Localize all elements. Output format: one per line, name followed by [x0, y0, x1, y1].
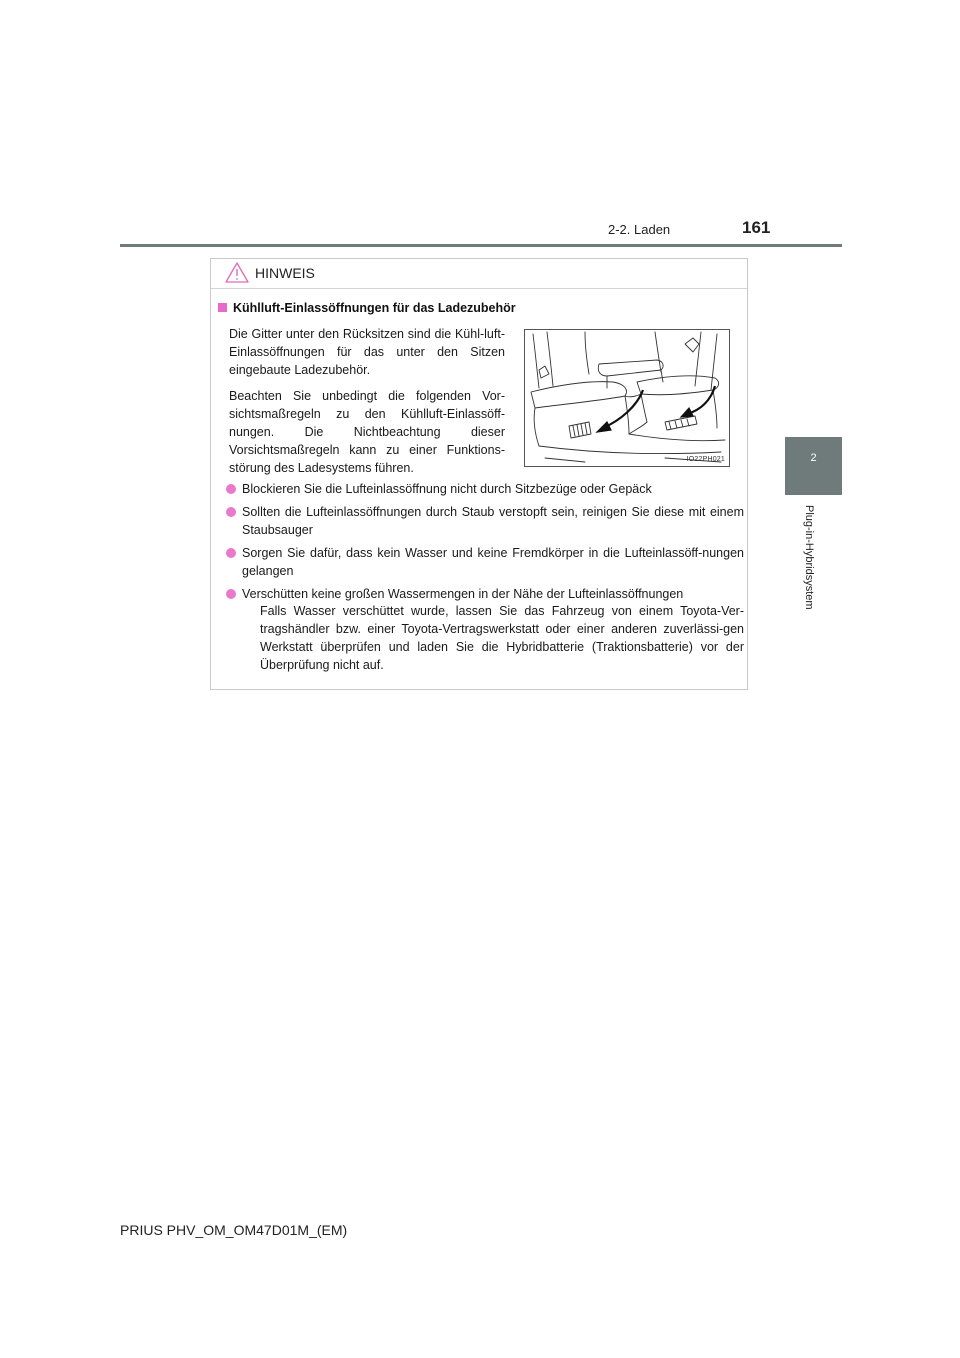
bullet-dot-icon — [226, 484, 236, 494]
list-item — [224, 503, 744, 539]
chapter-title: Plug-in-Hybridsystem — [803, 505, 815, 610]
list-item-text: Blockieren Sie die Lufteinlassöffnung nicht durch Sitzbezüge oder Gepäck — [242, 482, 652, 496]
chapter-number: 2 — [810, 452, 817, 464]
list-item — [224, 544, 744, 580]
list-item-text: Sorgen Sie dafür, dass kein Wasser und keine Fremdkörper in die Lufteinlassöff-nungen gelangen — [242, 546, 744, 578]
list-item-note: Falls Wasser verschüttet wurde, lassen Sie das Fahrzeug von einem Toyota-Ver-tragshändler bzw. einer Toyota-Vertragswerkstatt oder einer anderen zuverlässi-gen Werkstatt überprüfen und laden Sie die Hybridbatterie (Traktionsbatterie) vor der Überprüfung nicht auf. — [260, 604, 744, 672]
warning-triangle-icon — [225, 262, 249, 283]
section-title: 2-2. Laden — [608, 222, 671, 237]
figure-code: IO22PH021 — [686, 456, 725, 463]
page-number: 161 — [742, 218, 771, 237]
document-id: PRIUS PHV_OM_OM47D01M_(EM) — [120, 1222, 348, 1238]
bullet-dot-icon — [226, 548, 236, 558]
list-item-text: Verschütten keine großen Wassermengen in der Nähe der Lufteinlassöffnungen — [242, 587, 684, 601]
precaution-list — [224, 480, 744, 679]
intro-paragraph: Die Gitter unter den Rücksitzen sind die Kühl-luft-Einlassöffnungen für das unter den Sitzen eingebaute Ladezubehör. — [229, 327, 505, 377]
header-rule — [120, 244, 842, 247]
rear-seat-illustration — [524, 329, 730, 467]
section-heading — [218, 301, 516, 315]
notice-title: HINWEIS — [255, 265, 315, 281]
list-item — [224, 480, 744, 498]
section-heading-text: Kühlluft-Einlassöffnungen für das Ladezubehör — [233, 301, 516, 315]
notice-header — [211, 259, 747, 289]
list-item-text: Sollten die Lufteinlassöffnungen durch Staub verstopft sein, reinigen Sie diese mit einem Staubsauger — [242, 505, 744, 537]
rear-seat-drawing — [525, 330, 729, 466]
bullet-dot-icon — [226, 589, 236, 599]
square-bullet-icon — [218, 303, 227, 312]
bullet-dot-icon — [226, 507, 236, 517]
chapter-tab — [785, 437, 842, 495]
list-item — [224, 585, 744, 674]
intro-text — [229, 325, 505, 485]
intro-paragraph: Beachten Sie unbedingt die folgenden Vor-sichtsmaßregeln zu den Kühlluft-Einlassöff-nungen. Die Nichtbeachtung dieser Vorsichtsmaßregeln kann zu einer Funktions-störung des Ladesystems führen. — [229, 389, 505, 475]
